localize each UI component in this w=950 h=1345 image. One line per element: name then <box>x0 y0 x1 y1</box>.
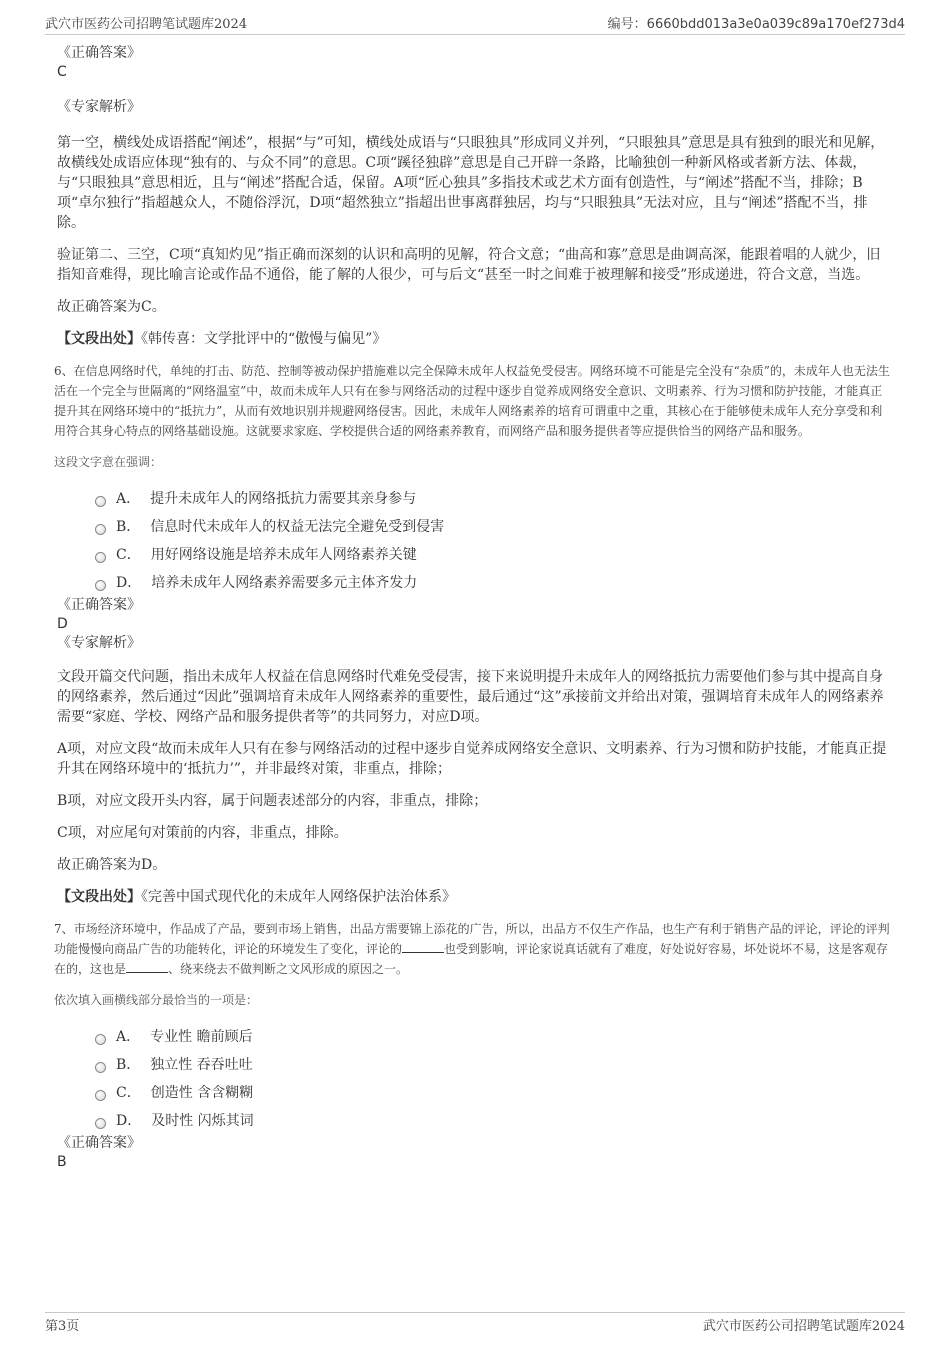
q7-option-a[interactable]: A． 专业性 瞻前顾后 <box>95 1022 892 1050</box>
q6-correct-answer-label: 《正确答案》 <box>57 597 141 613</box>
q6-option-d[interactable]: D． 培养未成年人网络素养需要多元主体齐发力 <box>95 568 892 596</box>
q6-analysis-conclusion: 故正确答案为D。 <box>57 857 167 873</box>
q6-options <box>57 484 892 596</box>
header-title: 武穴市医药公司招聘笔试题库2024 <box>45 17 248 32</box>
q6-answer: D <box>57 616 68 632</box>
q7-correct-answer-label: 《正确答案》 <box>57 1135 141 1151</box>
footer-title: 武穴市医药公司招聘笔试题库2024 <box>702 1319 905 1334</box>
q5-expert-analysis-label: 《专家解析》 <box>57 99 141 115</box>
q5-analysis-paragraph: 验证第二、三空，C项“真知灼见”指正确而深刻的认识和高明的见解，符合文意；“曲高和寡”意思是曲调高深，能跟着唱的人就少，旧指知音难得，现比喻言论或作品不通俗，能了解的人很少，可与后文“甚至一时之间难于被理解和接受”形成递进，符合文意，当选。 <box>57 247 881 283</box>
q7-options <box>57 1022 892 1134</box>
q6-prompt: 这段文字意在强调： <box>54 455 163 469</box>
q6-option-a[interactable]: A． 提升未成年人的网络抵抗力需要其亲身参与 <box>95 484 892 512</box>
radio-button[interactable] <box>95 1090 106 1101</box>
page-number: 第3页 <box>45 1319 80 1334</box>
page-footer <box>45 1312 905 1343</box>
q7-option-d[interactable]: D． 及时性 闪烁其词 <box>95 1106 892 1134</box>
q6-option-b[interactable]: B． 信息时代未成年人的权益无法完全避免受到侵害 <box>95 512 892 540</box>
radio-button[interactable] <box>95 524 106 535</box>
q5-correct-answer-label: 《正确答案》 <box>57 45 141 61</box>
q6-analysis-paragraph: 文段开篇交代问题，指出未成年人权益在信息网络时代难免受侵害，接下来说明提升未成年人的网络抵抗力需要他们参与其中提高自身的网络素养，然后通过“因此”强调培育未成年人网络素养的重要性，最后通过“这”承接前文并给出对策，强调培育未成年人的网络素养需要“家庭、学校、网络产品和服务提供者等”的共同努力，对应D项。 <box>57 669 884 725</box>
source-tag: 【文段出处】 <box>57 889 141 905</box>
q7-answer: B <box>57 1154 67 1170</box>
radio-button[interactable] <box>95 1118 106 1129</box>
q6-analysis-paragraph: B项，对应文段开头内容，属于问题表述部分的内容，非重点，排除； <box>57 793 488 809</box>
radio-button[interactable] <box>95 1062 106 1073</box>
q5-answer: C <box>57 64 67 80</box>
q6-option-c[interactable]: C． 用好网络设施是培养未成年人网络素养关键 <box>95 540 892 568</box>
page-content <box>54 44 892 1172</box>
q5-source <box>57 329 892 349</box>
page-header <box>45 0 905 35</box>
radio-button[interactable] <box>95 1034 106 1045</box>
header-doc-id: 编号：6660bdd013a3e0a039c89a170ef273d4 <box>607 17 905 32</box>
q5-analysis-paragraph: 第一空，横线处成语搭配“阐述”，根据“与”可知，横线处成语与“只眼独具”形成同义并列，“只眼独具”意思是具有独到的眼光和见解，故横线处成语应体现“独有的、与众不同”的意思。C项“蹊径独辟”意思是自己开辟一条路，比喻独创一种新风格或者新方法、体裁，与“只眼独具”意思相近，且与“阐述”搭配合适，保留。A项“匠心独具”多指技术或艺术方面有创造性，与“阐述”搭配不当，排除；B项“卓尔独行”指超越众人，不随俗浮沉，D项“超然独立”指超出世事离群独居，均与“只眼独具”无法对应，且与“阐述”搭配不当，排除。 <box>57 135 885 231</box>
q7-prompt: 依次填入画横线部分最恰当的一项是： <box>54 993 259 1007</box>
q6-question-text: 6、在信息网络时代，单纯的打击、防范、控制等被动保护措施难以完全保障未成年人权益免受侵害。网络环境不可能是完全没有“杂质”的，未成年人也无法生活在一个完全与世隔离的“网络温室”中，故而未成年人只有在参与网络活动的过程中逐步自觉养成网络安全意识、文明素养、行为习惯和防护技能，才能真正提升其在网络环境中的“抵抗力”，从而有效地识别并规避网络侵害。因此，未成年人网络素养的培育可谓重中之重，其核心在于能够使未成年人充分享受和利用符合其身心特点的网络基础设施。这就要求家庭、学校提供合适的网络素养教育，而网络产品和服务提供者等应提供恰当的网络产品和服务。 <box>54 364 890 438</box>
q6-expert-analysis-label: 《专家解析》 <box>57 635 141 651</box>
source-tag: 【文段出处】 <box>57 331 141 347</box>
radio-button[interactable] <box>95 552 106 563</box>
q5-analysis-conclusion: 故正确答案为C。 <box>57 299 166 315</box>
q7-question-text: 7、市场经济环境中，作品成了产品，要到市场上销售，出品方需要锦上添花的广告，所以，出品方不仅生产作品，也生产有利于销售产品的评论，评论的评判功能慢慢向商品广告的功能转化，评论的环境发生了变化，评论的 也受到影响，评论家说真话就有了难度，好处说好容易，坏处说坏不易，这是客观存在的，这也是 、绕来绕去不做判断之文风形成的原因之一。 <box>54 922 890 976</box>
radio-button[interactable] <box>95 580 106 591</box>
fill-blank <box>126 960 168 973</box>
q7-option-c[interactable]: C． 创造性 含含糊糊 <box>95 1078 892 1106</box>
source-title: 《韩传喜：文学批评中的“傲慢与偏见”》 <box>141 331 387 347</box>
source-title: 《完善中国式现代化的未成年人网络保护法治体系》 <box>141 889 456 905</box>
q6-analysis-paragraph: C项，对应尾句对策前的内容，非重点，排除。 <box>57 825 348 841</box>
q6-source <box>57 887 892 907</box>
fill-blank <box>402 940 444 953</box>
q6-analysis-paragraph: A项，对应文段“故而未成年人只有在参与网络活动的过程中逐步自觉养成网络安全意识、文明素养、行为习惯和防护技能，才能真正提升其在网络环境中的‘抵抗力’”，并非最终对策，非重点，排除； <box>57 741 887 777</box>
radio-button[interactable] <box>95 496 106 507</box>
q7-option-b[interactable]: B． 独立性 吞吞吐吐 <box>95 1050 892 1078</box>
